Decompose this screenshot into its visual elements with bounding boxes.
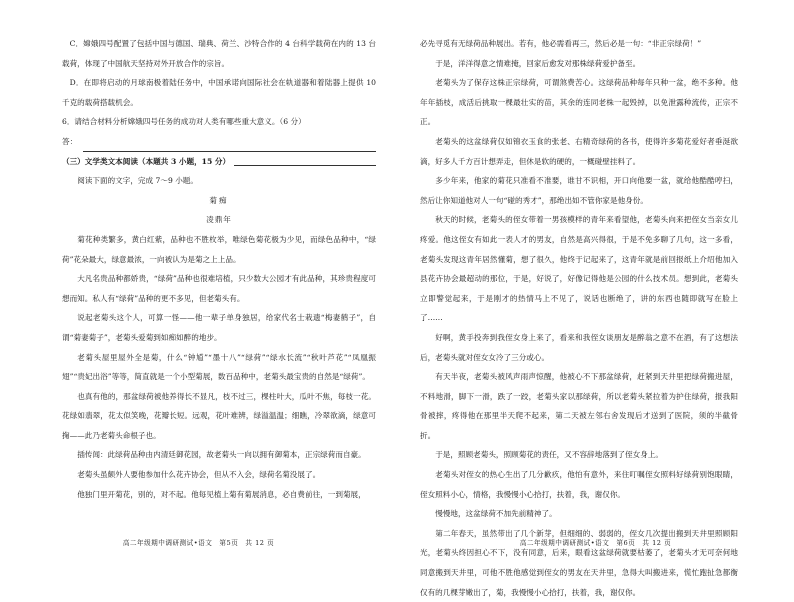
story-paragraph: 好啊，黄手投奔到我侄女身上来了，看来和我侄女谈朋友是醉翁之意不在酒，有了这想法后，老菊头就对侄女女冷了三分或心。: [420, 332, 738, 362]
left-page: [0, 0, 397, 561]
instruction: 阅读下面的文字，完成 7～9 小题。: [77, 176, 198, 186]
right-footer: 高二年级期中调研测试•语文 第6页 共 12 页: [519, 539, 672, 547]
answer-label: 答：: [62, 136, 78, 146]
left-footer: 高二年级期中调研测试•语文 第5页 共 12 页: [122, 539, 275, 547]
story-paragraph: 老菊头的这盆绿荷仅如锦衣玉食的张老、右精奇绿荷的各书，使得许多菊花爱好者垂涎欲滴，好多人千方百计想弄走，但休是软的硬的，一概碰壁挂料了。: [420, 136, 738, 166]
story-body: [62, 230, 376, 504]
story-paragraph: 他独门里开菊花，别的，对不起。他每见植上菊有菊展消息，必自费前往，一到菊展，: [77, 489, 366, 499]
story-paragraph: 说起老菊头这个人，可算一怪——他一辈子单身独居，给家代名士栽遗“梅妻鹤子”，自谓“菊妻菊子”，老菊头爱菊到如痴如醉的地步。: [62, 313, 376, 342]
right-page: [397, 0, 794, 597]
story-paragraph: 慢慢地，这盆绿荷不加先前精神了。: [435, 509, 557, 519]
story-paragraph: 多少年来，他家的菊花只准看不准要，谁甘不识相，开口向他要一盆，就给他酷酷哼扫，然后让你知道他对人一句“碰的秀才”，那绝出如不管你家是他身份。: [420, 176, 738, 205]
right-column: [420, 34, 738, 602]
story-paragraph: 老菊头对侄女的热心生出了几分歉疚，他怕有意外，来住叮嘱侄女照料好绿荷别饱眼睛，侄女照料小心，情格，我慢慢小心拾打，扶着，我，谢仅你。: [420, 470, 738, 499]
story-paragraph: 也真有他的，那盆绿荷被他养得长不显凡，枝不过三，棵柱叶大，瓜叶不焦，每枝一花。花绿如翡翠，花太似笑晚，花瓣长短。远观，花叶难辨，绿溢温温；细瞧，冷翠欲滴，绿意可掬——此乃老菊头命根子也。: [62, 391, 376, 440]
question-options: [62, 34, 376, 132]
section-heading-text: （三）文学类文本阅读（本题共 3 小题，15 分）: [62, 156, 231, 166]
story-paragraph: 老菊头屋里屋外全是菊，什么“钟馗”“墨十八”“绿荷”“绿水长流”“秋叶芦花”“凤凰振翅”“贵妃出浴”等等，简直就是一个小型菊展，数百品种中，老菊头最宝贵的自然是“绿荷”。: [62, 352, 376, 382]
story-title: 菊痴: [209, 195, 229, 205]
story-paragraph: 必先寻觅有无绿荷品种展出。若有，他必需看再三，然后必是一句：“非正宗绿荷！”: [420, 39, 702, 48]
answer-line: [62, 132, 376, 152]
question-paragraph: C．嫦娥四号配置了包括中国与德国、瑞典、荷兰、沙特合作的 4 台科学载荷在内的 13 台载荷，体现了中国航天坚持对外开放合作的宗旨。: [62, 39, 376, 68]
story-paragraph: 第二年春天，虽然带出了几个新芽，但细细的、弱弱的，侄女几次提出搬到天井里照顾阳光，老菊头终因担心不下，没有同意，后来，眼看这盆绿荷就要枯萎了，老菊头才无可奈何地同意搬到天井里，可他不胜他感觉到侄女的男友在天井里，急得大叫搬进来，慌忙跑扯急都衡仅有的几棵芽嫩出了，菊，我慢慢小心拾打，扶着，我，谢仅你。: [420, 528, 738, 597]
story-author: 凌鼎年: [206, 215, 232, 225]
story-paragraph: 插传闻：此绿荷品种由内清廷御花园，故老菊头一向以拥有御菊本，正宗绿荷而自豪。: [77, 450, 366, 460]
story-paragraph: 菊花种类繁多，黄白红紫，品种也不胜枚举，唯绿色菊花极为少见，而绿色品种中，“绿荷”花朵最大，绿意最浓，一向被认为是菊之上上品。: [62, 234, 376, 264]
section-heading: [62, 152, 376, 172]
story-paragraph: 于是，照顾老菊头，照顾菊花的责任，又不容辞地落到了侄女身上。: [435, 450, 663, 460]
story-paragraph: 于是，洋洋得意之情难掩，回家后愈发对那株绿荷爱护备至。: [435, 58, 641, 68]
question-paragraph: 6．请结合材料分析嫦娥四号任务的成功对人类有哪些重大意义。（6 分）: [62, 117, 306, 127]
story-paragraph: 秋天的时候，老菊头的侄女带着一男孩模样的青年来看望他，老菊头向来把侄女当亲女儿疼爱。他这侄女有如此一表人才的男友，自然是高兴得很，于是不免多聊了几句，这一多看，老菊头发现这青年居然懂菊，想了很久，他终于记起来了，这青年就是前回报纸上介绍他加入县花卉协会最超动的那位，于是，好说了，好像记得他是公园的什么技术员。想到此，老菊头立即警觉起来，于是刚才的热情马上不见了，说话也断绝了，讲的东西也随即就写在脸上了……: [420, 215, 738, 323]
section-heading-rule: [234, 156, 376, 166]
answer-blank[interactable]: [83, 139, 376, 152]
story-paragraph: 老菊头虽颇外人要他参加什么花卉协会，但从不入会，绿荷名菊没展了。: [77, 470, 321, 480]
story-continuation: [420, 34, 738, 602]
question-paragraph: D．在即将启动的月球南极着陆任务中，中国承诺向国际社会在轨道器和着陆器上提供 10 千克的载荷搭载机会。: [62, 78, 376, 107]
story-paragraph: 大凡名贵品种都娇贵，“绿荷”品种也很难培植，只少数大公园才有此品种，其珍贵程度可想而知。私人有“绿荷”品种的更不多见，但老菊头有。: [62, 274, 376, 303]
story-paragraph: 老菊头为了保存这株正宗绿荷，可谓煞费苦心。这绿荷品种每年只种一盆，绝不多种。他年年插枝，成活后挑取一棵最壮实的苗，其余的连同老株一起毁掉，以免泄露种流传，正宗不正。: [420, 78, 738, 127]
story-paragraph: 有天半夜，老菊头被风声雨声惊醒，他被心不下那盆绿荷，赶紧到天井里把绿荷搬进屋，不料地滑，脚下一滑，跌了一跤，老菊头家以那绿荷，所以老菊头紧拉着为护住绿荷，报我阳骨被摔，疼得他在那里半天爬不起来，第二天被左邻右舍发现后才送到了医院，须的半截骨折。: [420, 372, 738, 440]
left-column: [62, 34, 376, 504]
